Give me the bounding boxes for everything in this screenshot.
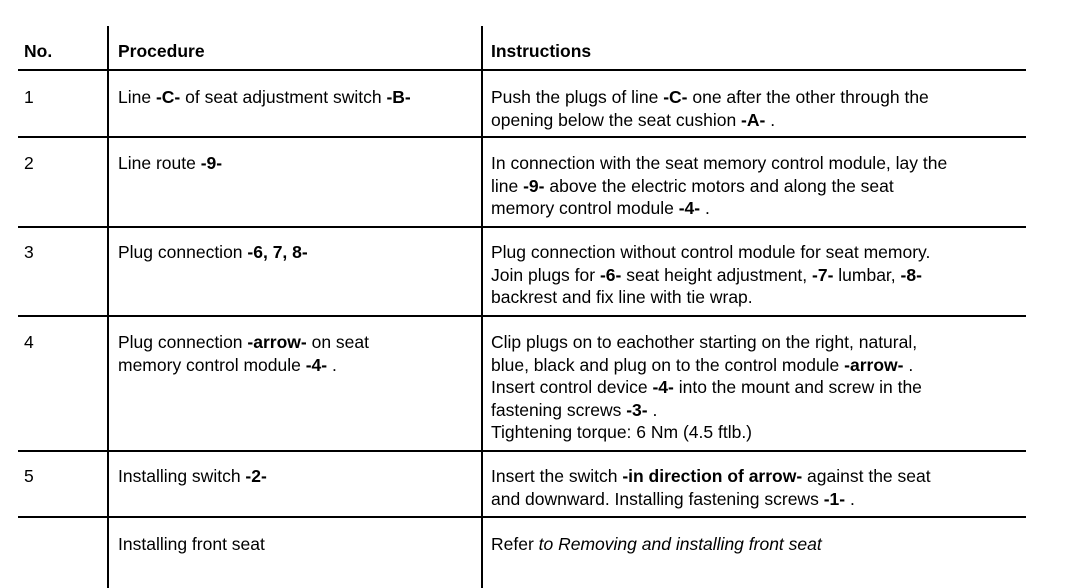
text-run: fastening screws [491,399,627,420]
row-5-instructions [491,465,931,510]
text-line [491,197,947,220]
component-reference: -7- [812,264,834,285]
text-line [491,354,922,377]
text-run: . [647,399,658,420]
text-run: of seat adjustment switch [180,87,387,107]
component-reference: -6, 7, 8- [247,242,308,262]
text-run: Insert control device [491,377,653,397]
text-line [491,264,930,287]
text-line [118,241,308,264]
text-run: Plug connection [118,332,248,352]
text-run: . [327,354,337,375]
text-line [491,331,922,354]
text-line [491,376,922,399]
text-line [118,465,267,488]
text-run: Installing switch [118,466,246,486]
text-line [491,109,929,132]
text-run: Insert the switch [491,466,623,486]
text-run: and downward. Installing fastening screws [491,488,824,509]
text-run: . [700,198,710,218]
row-divider-4 [18,450,1026,452]
component-reference: -C- [155,87,181,107]
header-no: No. [24,41,53,61]
row-2-number: 2 [24,153,34,173]
text-run: Join plugs for [491,264,600,285]
text-run: lumbar, [833,264,901,285]
text-line [491,399,922,422]
text-run: Plug connection [118,242,248,262]
component-reference: -C- [663,87,688,107]
text-line [491,421,922,444]
row-3-instructions [491,241,930,309]
row-1-instructions [491,86,929,131]
text-line [118,354,369,377]
text-run: Tightening torque: 6 Nm (4.5 ftlb.) [491,422,753,442]
text-run: against the seat [802,466,931,486]
text-line [491,286,930,309]
component-reference: -9- [523,175,545,196]
row-divider-5 [18,516,1026,518]
row-3-number: 3 [24,242,34,262]
text-run: above the electric motors and along the seat [544,175,894,196]
header-instructions: Instructions [491,41,592,61]
text-run: opening below the seat cushion [491,109,742,130]
row-2-procedure [118,152,222,175]
column-divider-2 [481,26,483,588]
component-reference: -1- [823,488,846,509]
component-reference: -3- [626,399,648,420]
component-reference: -arrow- [247,332,307,352]
component-reference: -in direction of arrow- [622,466,803,486]
text-line [491,488,931,511]
row-6-instructions [491,533,822,556]
text-run: memory control module [491,198,679,218]
component-reference: -8- [900,264,922,285]
row-1-number: 1 [24,87,34,107]
text-run: on seat [306,332,369,352]
component-reference: -4- [305,354,328,375]
row-2-instructions [491,152,947,220]
row-4-instructions [491,331,922,444]
text-line [491,533,822,556]
row-divider-header [18,69,1026,71]
row-6-procedure [118,533,265,556]
text-run: seat height adjustment, [621,264,813,285]
text-line [491,175,947,198]
text-line [491,241,930,264]
component-reference: -2- [245,466,267,486]
row-4-number: 4 [24,332,34,352]
text-run: In connection with the seat memory control module, lay the [491,153,948,173]
component-reference: -4- [678,198,701,218]
component-reference: -B- [386,87,411,107]
text-run: . [903,354,914,375]
text-run: blue, black and plug on to the control module [491,354,845,375]
text-run: Line [118,87,156,107]
text-run: Push the plugs of line [491,87,664,107]
cross-reference: to Removing and installing front seat [538,534,822,554]
component-reference: -A- [741,109,766,130]
text-run: Line route [118,153,201,173]
text-run: backrest and fix line with tie wrap. [491,287,753,307]
text-run: . [845,488,855,509]
row-3-procedure [118,241,308,264]
component-reference: -4- [652,377,674,397]
text-line [118,533,265,556]
text-run: line [491,175,524,196]
text-run: one after the other through the [687,87,929,107]
component-reference: -9- [200,153,223,173]
text-line [491,465,931,488]
header-procedure: Procedure [118,41,205,61]
text-run: Installing front seat [118,534,265,554]
text-line [491,86,929,109]
text-run: Clip plugs on to eachother starting on the right, natural, [491,332,918,352]
row-5-procedure [118,465,267,488]
text-run: memory control module [118,354,306,375]
row-divider-3 [18,315,1026,317]
text-run: Refer [491,534,539,554]
component-reference: -arrow- [844,354,904,375]
text-line [491,152,947,175]
text-run: Plug connection without control module for seat memory. [491,242,931,262]
text-run: . [765,109,776,130]
text-line [118,331,369,354]
row-5-number: 5 [24,466,34,486]
column-divider-1 [107,26,109,588]
text-line [118,152,222,175]
text-line [118,86,411,109]
component-reference: -6- [599,264,622,285]
row-4-procedure [118,331,369,376]
row-divider-1 [18,136,1026,138]
text-run: into the mount and screw in the [673,377,922,397]
row-1-procedure [118,86,411,109]
row-divider-2 [18,226,1026,228]
